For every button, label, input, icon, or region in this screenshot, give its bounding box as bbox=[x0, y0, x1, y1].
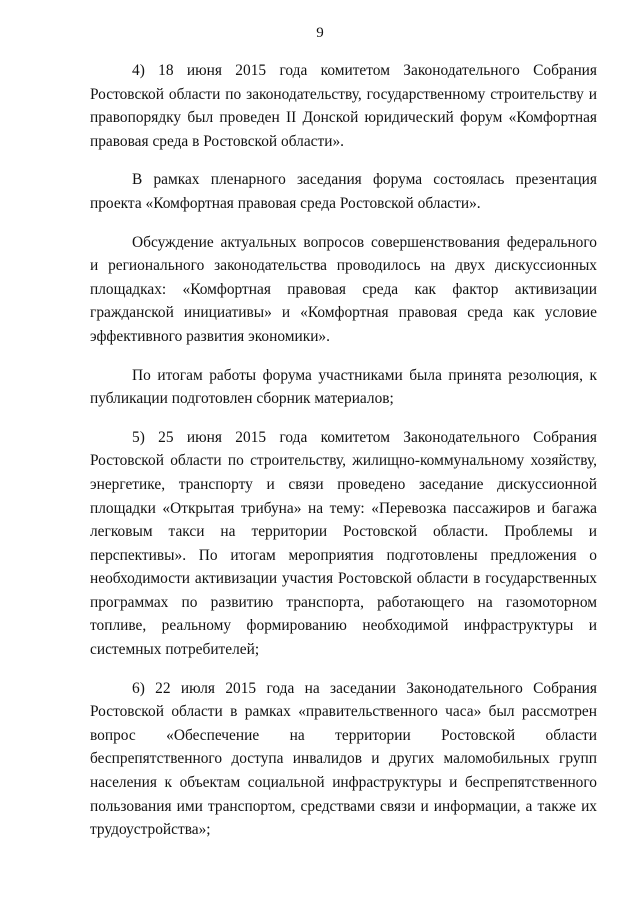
paragraph-discussion-platforms: Обсуждение актуальных вопросов совершенствования федерального и регионального законодательства проводилось на двух дискуссионных площадках: «Комфортная правовая среда как фактор активизации гражданской инициативы» и «Комфортная правовая среда как условие эффективного развития экономики». bbox=[90, 233, 597, 345]
paragraph-resolution: По итогам работы форума участниками была принята резолюция, к публикации подготовлен сборник материалов; bbox=[90, 366, 597, 408]
paragraph-open-tribune-item-5: 5) 25 июня 2015 года комитетом Законодательного Собрания Ростовской области по строительству, жилищно-коммунальному хозяйству, энергетике, транспорту и связи проведено заседание дискуссионной площадки «Открытая трибуна» на тему: «Перевозка пассажиров и багажа легковым такси на территории Ростовской области. Проблемы и перспективы». По итогам мероприятия подготовлены предложения о необходимости активизации участия Ростовской области в государственных программах по развитию транспорта, работающего на газомоторном топливе, реальному формированию необходимой инфраструктуры и системных потребителей; bbox=[90, 428, 597, 659]
paragraph-government-hour-item-6: 6) 22 июля 2015 года на заседании Законодательного Собрания Ростовской области в рамках «правительственного часа» был рассмотрен вопрос «Обеспечение на территории Ростовской области беспрепятственного доступа инвалидов и других маломобильных групп населения к объектам социальной инфраструктуры и беспрепятственного пользования ими транспортом, средствами связи и информации, а также их трудоустройства»; bbox=[90, 679, 597, 839]
paragraph-plenary-presentation: В рамках пленарного заседания форума состоялась презентация проекта «Комфортная правовая среда Ростовской области». bbox=[90, 171, 597, 212]
page-number: 9 bbox=[316, 25, 324, 41]
paragraph-forum-item-4: 4) 18 июня 2015 года комитетом Законодательного Собрания Ростовской области по законодательству, государственному строительству и правопорядку был проведен II Донской юридический форум «Комфортная правовая среда в Ростовской области». bbox=[90, 62, 597, 150]
document-body bbox=[90, 59, 597, 857]
